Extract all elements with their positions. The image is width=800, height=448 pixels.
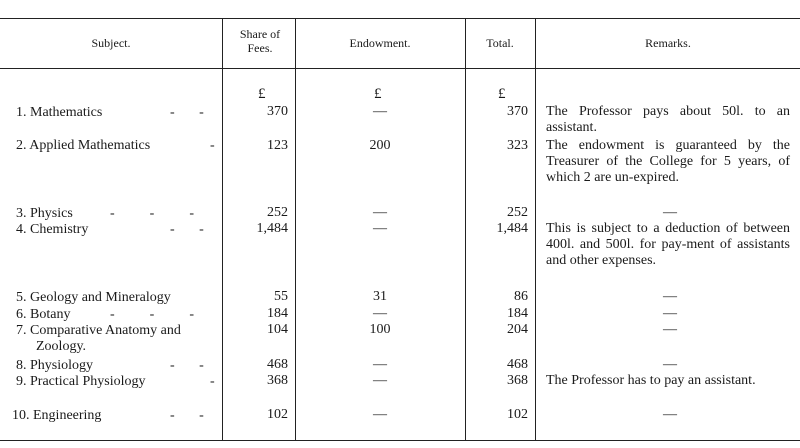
row-1-endowment: —: [373, 104, 387, 119]
leader-dots: - - -: [110, 206, 194, 221]
row-8-total: 468: [507, 357, 528, 372]
header-rule: [0, 68, 800, 69]
col-divider-2: [295, 18, 296, 440]
row-3-total: 252: [507, 205, 528, 220]
col-divider-3: [465, 18, 466, 440]
row-10-subject: 10. Engineering: [12, 408, 102, 423]
row-9-endowment: —: [373, 373, 387, 388]
row-4-endowment: —: [373, 221, 387, 236]
leader-dots: -: [210, 374, 215, 389]
row-5-total: 86: [514, 289, 528, 304]
row-10-remarks: —: [663, 407, 677, 422]
row-6-fees: 184: [267, 306, 288, 321]
row-4-subject: 4. Chemistry: [16, 222, 89, 237]
row-8-remarks: —: [663, 357, 677, 372]
row-4-total: 1,484: [496, 221, 528, 236]
header-total: Total.: [486, 36, 514, 50]
row-2-fees: 123: [267, 138, 288, 153]
row-2-subject: 2. Applied Mathematics: [16, 138, 151, 153]
row-3-subject: 3. Physics: [16, 206, 73, 221]
header-endowment: Endowment.: [349, 36, 411, 50]
row-4-fees: 1,484: [256, 221, 288, 236]
row-3-endowment: —: [373, 205, 387, 220]
row-7-endowment: 100: [369, 322, 391, 337]
row-4-remarks: This is subject to a deduction of between 400l. and 500l. for pay-ment of assistants and other expenses.: [546, 221, 790, 268]
row-10-total: 102: [507, 407, 528, 422]
row-7-remarks: —: [663, 322, 677, 337]
row-2-total: 323: [507, 138, 528, 153]
row-7-fees: 104: [267, 322, 288, 337]
leader-dots: - -: [170, 408, 204, 423]
row-1-fees: 370: [267, 104, 288, 119]
leader-dots: - - -: [110, 307, 194, 322]
row-6-remarks: —: [663, 306, 677, 321]
row-10-fees: 102: [267, 407, 288, 422]
row-8-subject: 8. Physiology: [16, 358, 94, 373]
row-1-total: 370: [507, 104, 528, 119]
leader-dots: - -: [170, 105, 204, 120]
header-subject: Subject.: [91, 36, 131, 50]
row-5-remarks: —: [663, 289, 677, 304]
row-6-endowment: —: [373, 306, 387, 321]
unit-fees: £: [258, 86, 266, 102]
row-6-subject: 6. Botany: [16, 307, 71, 322]
top-rule: [0, 18, 800, 19]
header-fees: Share of Fees.: [239, 27, 281, 55]
row-3-fees: 252: [267, 205, 288, 220]
row-8-endowment: —: [373, 357, 387, 372]
row-5-subject: 5. Geology and Mineralogy: [16, 290, 171, 305]
row-7-subject-cont: Zoology.: [36, 339, 87, 354]
unit-total: £: [498, 86, 506, 102]
row-3-remarks: —: [663, 205, 677, 220]
bottom-rule: [0, 440, 800, 441]
row-6-total: 184: [507, 306, 528, 321]
row-9-remarks: The Professor has to pay an assistant.: [546, 373, 756, 388]
row-7-total: 204: [507, 322, 528, 337]
header-remarks: Remarks.: [645, 36, 691, 50]
unit-endowment: £: [374, 86, 382, 102]
row-9-fees: 368: [267, 373, 288, 388]
leader-dots: - -: [170, 358, 204, 373]
col-divider-4: [535, 18, 536, 440]
row-8-fees: 468: [267, 357, 288, 372]
row-1-subject: 1. Mathematics: [16, 105, 103, 120]
row-1-remarks: The Professor pays about 50l. to an assistant.: [546, 104, 790, 135]
row-9-subject: 9. Practical Physiology: [16, 374, 146, 389]
row-9-total: 368: [507, 373, 528, 388]
leader-dots: -: [210, 138, 215, 153]
col-divider-1: [222, 18, 223, 440]
row-5-fees: 55: [274, 289, 288, 304]
row-10-endowment: —: [373, 407, 387, 422]
row-2-endowment: 200: [369, 138, 391, 153]
row-7-subject: 7. Comparative Anatomy and: [16, 323, 181, 338]
leader-dots: - -: [170, 222, 204, 237]
row-5-endowment: 31: [373, 289, 387, 304]
row-2-remarks: The endowment is guaranteed by the Treasurer of the College for 5 years, of which 2 are un-expired.: [546, 138, 790, 185]
